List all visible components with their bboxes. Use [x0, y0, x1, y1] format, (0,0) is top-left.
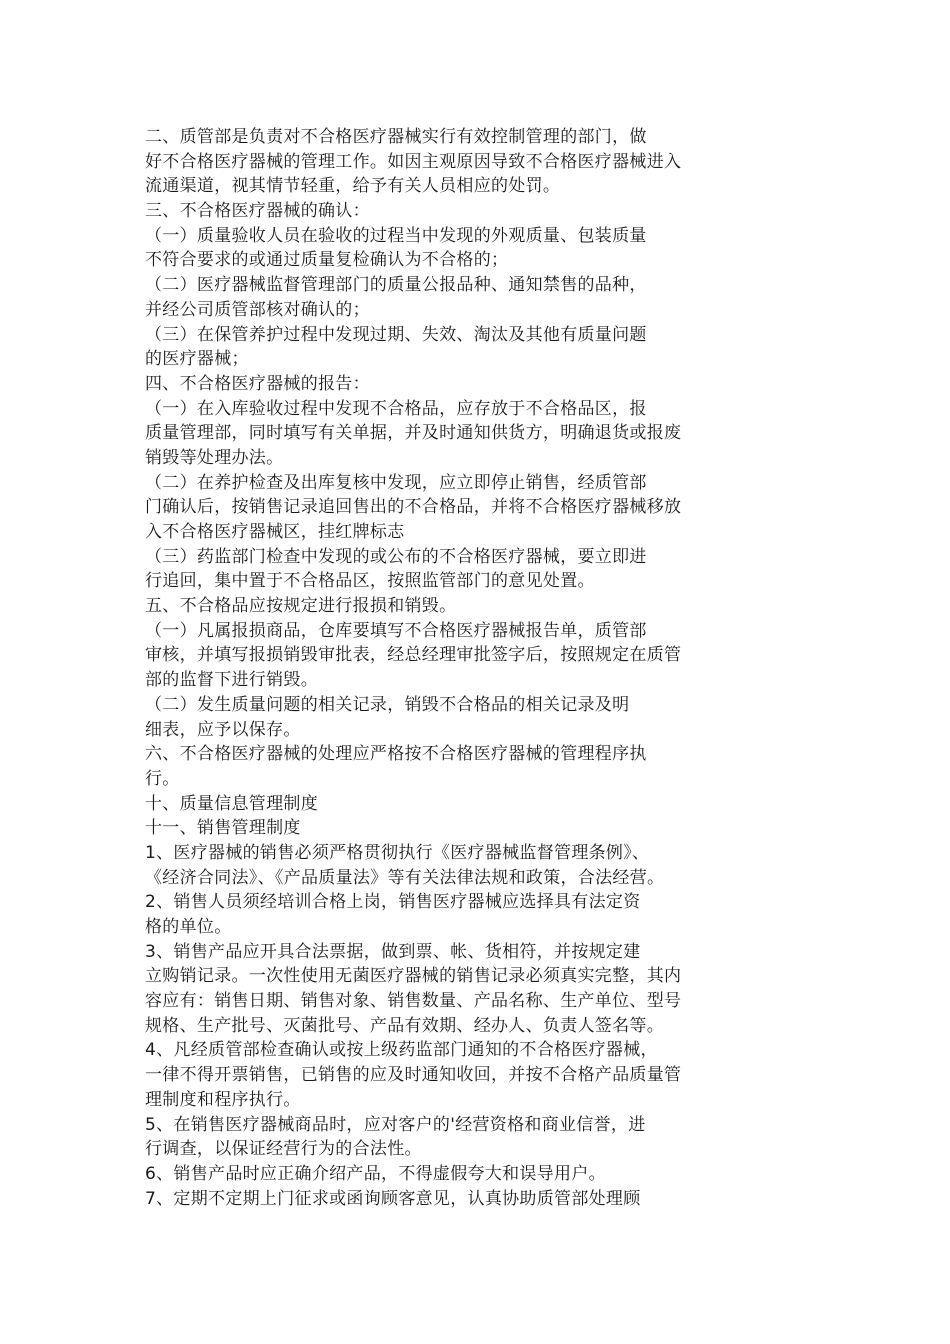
section-heading: 十、质量信息管理制度: [145, 793, 318, 814]
text-line: （三）药监部门检查中发现的或公布的不合格医疗器械，要立即进: [145, 546, 647, 567]
text-line: （二）医疗器械监督管理部门的质量公报品种、通知禁售的品种，: [145, 275, 647, 296]
text-line: 行追回，集中置于不合格品区，按照监管部门的意见处置。: [145, 571, 595, 592]
text-line: 二、质管部是负责对不合格医疗器械实行有效控制管理的部门，做: [145, 127, 647, 147]
text-line: 6、销售产品时应正确介绍产品，不得虚假夸大和误导用户。: [145, 1163, 606, 1184]
text-line: 3、销售产品应开具合法票据，做到票、帐、货相符，并按规定建: [145, 941, 641, 962]
text-line: 1、医疗器械的销售必须严格贯彻执行《医疗器械监督管理条例》、: [145, 842, 650, 863]
text-line: （二）发生质量问题的相关记录，销毁不合格品的相关记录及明: [145, 694, 630, 715]
text-line: 销毁等处理办法。: [145, 447, 284, 468]
text-line: 的医疗器械；: [145, 349, 249, 370]
text-line: （一）质量验收人员在验收的过程当中发现的外观质量、包装质量: [145, 225, 647, 246]
text-line: 规格、生产批号、灭菌批号、产品有效期、经办人、负责人签名等。: [145, 1015, 664, 1036]
text-line: （一）在入库验收过程中发现不合格品，应存放于不合格品区，报: [145, 398, 647, 419]
text-line: 一律不得开票销售，已销售的应及时通知收回，并按不合格产品质量管: [145, 1065, 682, 1086]
text-line: 7、定期不定期上门征求或函询顾客意见，认真协助质管部处理顾: [145, 1188, 641, 1209]
text-line: 理制度和程序执行。: [145, 1089, 301, 1110]
text-line: 2、销售人员须经培训合格上岗，销售医疗器械应选择具有法定资: [145, 892, 641, 913]
text-line: 《经济合同法》、《产品质量法》等有关法律法规和政策，合法经营。: [145, 867, 665, 888]
section-heading: 十一、销售管理制度: [145, 818, 301, 839]
text-line: 好不合格医疗器械的管理工作。如因主观原因导致不合格医疗器械进入: [145, 151, 682, 172]
text-line: 立购销记录。一次性使用无菌医疗器械的销售记录必须真实完整，其内: [145, 966, 682, 987]
text-line: 并经公司质管部核对确认的；: [145, 299, 370, 320]
text-line: 4、凡经质管部检查确认或按上级药监部门通知的不合格医疗器械，: [145, 1040, 658, 1061]
section-heading: 五、不合格品应按规定进行报损和销毁。: [145, 596, 457, 617]
text-line: （二）在养护检查及出库复核中发现，应立即停止销售，经质管部: [145, 472, 647, 493]
document-body: [145, 125, 745, 1211]
text-line: 门确认后，按销售记录追回售出的不合格品，并将不合格医疗器械移放: [145, 497, 682, 518]
text-line: （三）在保管养护过程中发现过期、失效、淘汰及其他有质量问题: [145, 324, 647, 345]
text-line: 细表，应予以保存。: [145, 719, 301, 740]
text-line: 流通渠道，视其情节轻重，给予有关人员相应的处罚。: [145, 176, 561, 197]
text-line: 审核，并填写报损销毁审批表，经总经理审批签字后，按照规定在质管: [145, 645, 682, 666]
section-heading: 三、不合格医疗器械的确认：: [145, 201, 370, 222]
text-line: 部的监督下进行销毁。: [145, 670, 318, 691]
text-line: 5、在销售医疗器械商品时，应对客户的'经营资格和商业信誉，进: [145, 1114, 646, 1135]
text-line: （一）凡属报损商品，仓库要填写不合格医疗器械报告单，质管部: [145, 620, 647, 641]
text-line: 格的单位。: [145, 917, 232, 937]
section-heading: 四、不合格医疗器械的报告：: [145, 373, 370, 394]
text-line: 入不合格医疗器械区，挂红牌标志: [145, 522, 405, 542]
text-line: 容应有：销售日期、销售对象、销售数量、产品名称、生产单位、型号: [145, 991, 682, 1012]
text-line: 质量管理部，同时填写有关单据，并及时通知供货方，明确退货或报废: [145, 423, 682, 444]
section-heading: 六、不合格医疗器械的处理应严格按不合格医疗器械的管理程序执: [145, 744, 647, 765]
text-line: 行。: [145, 768, 180, 789]
text-line: 行调查，以保证经营行为的合法性。: [145, 1139, 422, 1160]
text-line: 不符合要求的或通过质量复检确认为不合格的；: [145, 250, 509, 271]
